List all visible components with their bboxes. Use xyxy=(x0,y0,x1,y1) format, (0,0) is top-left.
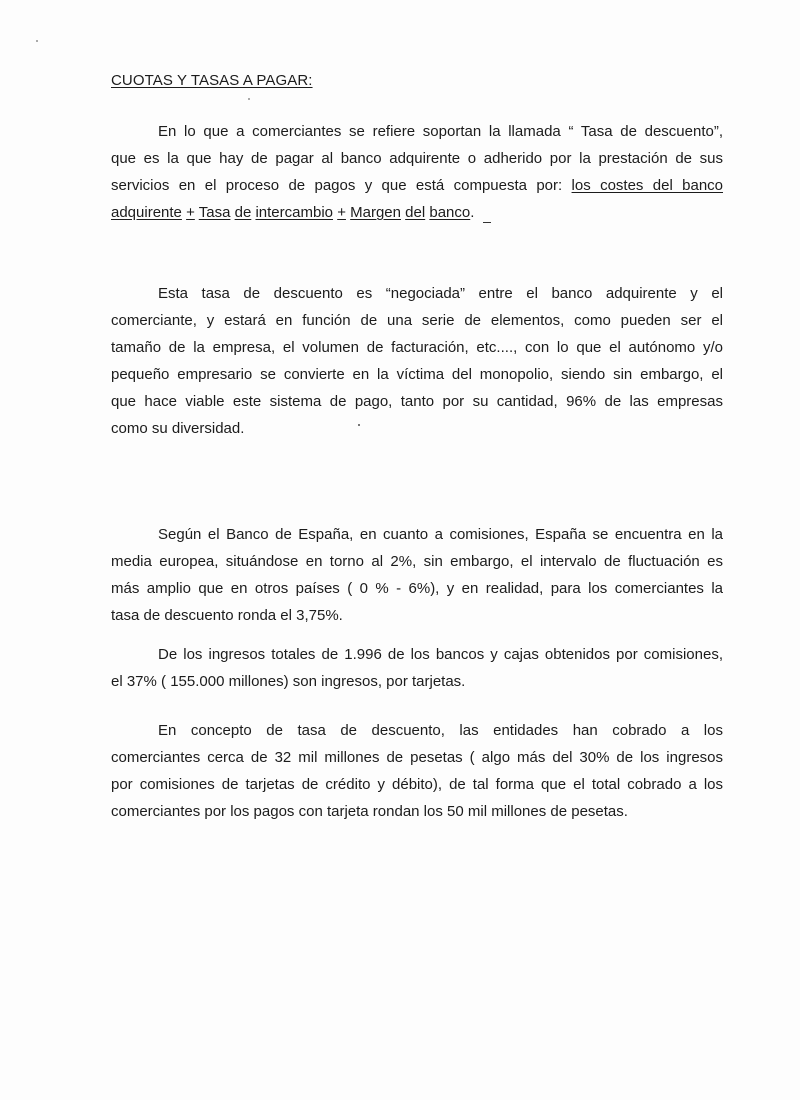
paragraph-3 xyxy=(111,521,723,629)
paragraph-line: Según el Banco de España, en cuanto a comisiones, España se encuentra en la xyxy=(158,526,723,543)
paragraph-1 xyxy=(111,118,723,226)
scan-mark xyxy=(483,222,491,223)
paragraph-2 xyxy=(111,280,723,442)
formula-end: . xyxy=(470,204,475,221)
paragraph-line: tasa de descuento ronda el 3,75%. xyxy=(111,607,343,624)
paragraph-line: En concepto de tasa de descuento, las entidades han cobrado a los xyxy=(158,722,723,739)
paragraph-line: comerciantes cerca de 32 mil millones de pesetas ( algo más del 30% de los ingresos xyxy=(111,749,723,766)
formula-term: del xyxy=(405,204,426,221)
paragraph-line: De los ingresos totales de 1.996 de los bancos y cajas obtenidos por comisiones, xyxy=(158,646,723,663)
paragraph-line: el 37% ( 155.000 millones) son ingresos, por tarjetas. xyxy=(111,673,466,690)
paragraph-line xyxy=(111,172,723,199)
formula-term: Tasa xyxy=(198,204,231,221)
paragraph-line-text: servicios en el proceso de pagos y que está compuesta por: xyxy=(111,177,563,194)
paragraph-line: pequeño empresario se convierte en la víctima del monopolio, siendo sin embargo, el xyxy=(111,366,723,383)
paragraph-5 xyxy=(111,717,723,825)
scan-mark xyxy=(248,98,250,100)
paragraph-line: más amplio que en otros países ( 0 % - 6%), y en realidad, para los comerciantes la xyxy=(111,580,723,597)
paragraph-line: como su diversidad. xyxy=(111,420,245,437)
scan-mark xyxy=(358,424,360,426)
paragraph-line: Esta tasa de descuento es “negociada” entre el banco adquirente y el xyxy=(158,285,723,302)
paragraph-4 xyxy=(111,641,723,695)
formula-term: adquirente xyxy=(111,204,182,221)
paragraph-line: En lo que a comerciantes se refiere soportan la llamada “ Tasa de descuento”, xyxy=(158,123,723,140)
formula-term: Margen xyxy=(350,204,401,221)
underlined-text: los costes del banco xyxy=(571,177,723,194)
paragraph-line: tamaño de la empresa, el volumen de facturación, etc...., con lo que el autónomo y/o xyxy=(111,339,723,356)
section-heading: CUOTAS Y TASAS A PAGAR: xyxy=(111,72,313,89)
paragraph-line: comerciante, y estará en función de una serie de elementos, como pueden ser el xyxy=(111,312,723,329)
formula-term: banco xyxy=(429,204,471,221)
paragraph-line: que hace viable este sistema de pago, tanto por su cantidad, 96% de las empresas xyxy=(111,393,723,410)
formula-plus: + xyxy=(337,204,346,221)
paragraph-line: por comisiones de tarjetas de crédito y débito), de tal forma que el total cobrado a los xyxy=(111,776,723,793)
formula-plus: + xyxy=(186,204,195,221)
scan-mark xyxy=(36,40,38,42)
paragraph-line: que es la que hay de pagar al banco adquirente o adherido por la prestación de sus xyxy=(111,150,723,167)
paragraph-line: media europea, situándose en torno al 2%, sin embargo, el intervalo de fluctuación es xyxy=(111,553,723,570)
formula-term: de xyxy=(234,204,252,221)
formula-line xyxy=(111,199,723,226)
paragraph-line: comerciantes por los pagos con tarjeta rondan los 50 mil millones de pesetas. xyxy=(111,803,628,820)
formula-term: intercambio xyxy=(255,204,334,221)
